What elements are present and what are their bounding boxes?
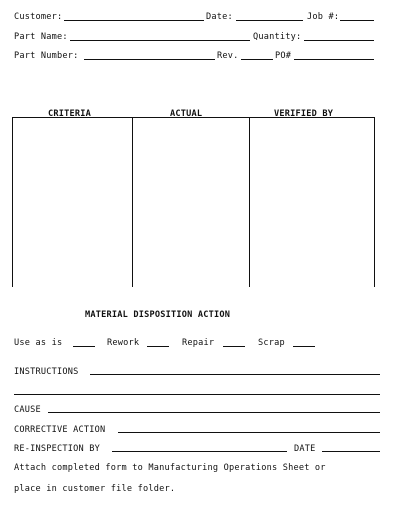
table-left-rule [12,117,13,287]
option-use-as-is-blank[interactable] [73,346,95,347]
part-name-label: Part Name: [14,32,68,42]
rev-label: Rev. [217,51,239,61]
option-repair-blank[interactable] [223,346,245,347]
date-field[interactable] [236,20,303,21]
reinspection-date-label: DATE [294,444,316,454]
corrective-action-field[interactable] [118,432,380,433]
job-number-field[interactable] [340,20,374,21]
date-label: Date: [206,12,233,22]
cause-field[interactable] [48,412,380,413]
verified-by-cell[interactable] [251,120,372,285]
po-field[interactable] [294,59,374,60]
po-label: PO# [275,51,292,61]
table-divider-2 [249,117,250,287]
part-name-field[interactable] [70,40,250,41]
option-repair-label: Repair [182,338,215,348]
instructions-field-line-2[interactable] [14,394,380,395]
reinspection-label: RE-INSPECTION BY [14,444,100,454]
footer-note-line-2: place in customer file folder. [14,484,176,494]
corrective-action-label: CORRECTIVE ACTION [14,425,106,435]
quantity-field[interactable] [304,40,374,41]
customer-field[interactable] [64,20,204,21]
instructions-label: INSTRUCTIONS [14,367,79,377]
table-right-rule [374,117,375,287]
option-rework-blank[interactable] [147,346,169,347]
reinspection-date-field[interactable] [322,451,380,452]
reinspection-field[interactable] [112,451,287,452]
table-top-rule [12,117,375,118]
instructions-field-line-1[interactable] [90,374,380,375]
job-number-label: Job #: [307,12,340,22]
disposition-title: MATERIAL DISPOSITION ACTION [85,310,231,320]
column-header-criteria: CRITERIA [48,109,91,119]
column-header-actual: ACTUAL [170,109,203,119]
cause-label: CAUSE [14,405,41,415]
criteria-cell[interactable] [14,120,130,285]
option-use-as-is-label: Use as is [14,338,63,348]
actual-cell[interactable] [134,120,247,285]
option-scrap-label: Scrap [258,338,285,348]
rev-field[interactable] [241,59,273,60]
column-header-verified-by: VERIFIED BY [274,109,334,119]
part-number-label: Part Number: [14,51,79,61]
table-divider-1 [132,117,133,287]
option-rework-label: Rework [107,338,140,348]
footer-note-line-1: Attach completed form to Manufacturing Operations Sheet or [14,463,326,473]
part-number-field[interactable] [84,59,215,60]
option-scrap-blank[interactable] [293,346,315,347]
quantity-label: Quantity: [253,32,302,42]
customer-label: Customer: [14,12,63,22]
